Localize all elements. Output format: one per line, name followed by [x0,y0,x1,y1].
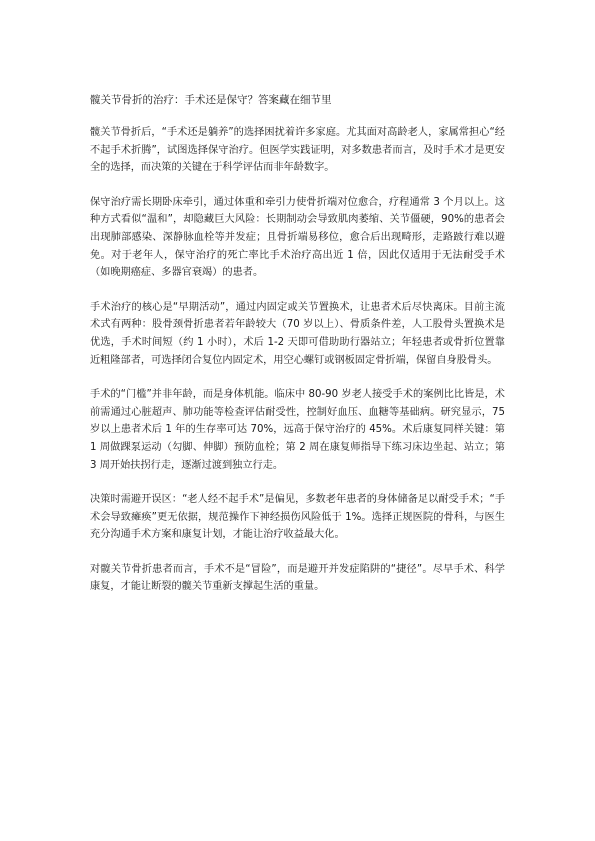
paragraph-misconceptions: 决策时需避开误区：“老人经不起手术”是偏见，多数老年患者的身体储备足以耐受手术；“手术会导致瘫痪”更无依据，规范操作下神经损伤风险低于 1%。选择正规医院的骨科，与医生充分沟通手术方案和康复计划，才能让治疗收益最大化。 [90,494,505,541]
article-title: 髋关节骨折的治疗：手术还是保守？答案藏在细节里 [90,94,332,106]
paragraph-conclusion: 对髋关节骨折患者而言，手术不是“冒险”，而是避开并发症陷阱的“捷径”。尽早手术、科学康复，才能让断裂的髋关节重新支撑起生活的重量。 [90,563,505,593]
paragraph-surgery-threshold: 手术的“门槛”并非年龄，而是身体机能。临床中 80-90 岁老人接受手术的案例比比皆是，术前需通过心脏超声、肺功能等检查评估耐受性，控制好血压、血糖等基础病。研究显示，75 岁以上患者术后 1 年的生存率可达 70%，远高于保守治疗的 45%。术后康复同样关键：第 1 周做踝泵运动（勾脚、伸脚）预防血栓；第 2 周在康复师指导下练习床边坐起、站立；第 3 周开始扶拐行走，逐渐过渡到独立行走。 [90,389,505,471]
document-page [90,92,505,613]
paragraph-conservative-treatment: 保守治疗需长期卧床牵引，通过体重和牵引力使骨折端对位愈合，疗程通常 3 个月以上。这种方式看似“温和”，却隐藏巨大风险：长期制动会导致肌肉萎缩、关节僵硬，90%的患者会出现肺部感染、深静脉血栓等并发症；且骨折端易移位，愈合后出现畸形，走路跛行难以避免。对于老年人，保守治疗的死亡率比手术治疗高出近 1 倍，因此仅适用于无法耐受手术（如晚期癌症、多器官衰竭）的患者。 [90,196,505,279]
paragraph-surgical-treatment: 手术治疗的核心是“早期活动”，通过内固定或关节置换术，让患者术后尽快离床。目前主流术式有两种：股骨颈骨折患者若年龄较大（70 岁以上）、骨质条件差，人工股骨头置换术是优选，手术时间短（约 1 小时），术后 1-2 天即可借助助行器站立；年轻患者或骨折位置靠近粗隆部者，可选择闭合复位内固定术，用空心螺钉或钢板固定骨折端，保留自身股骨头。 [90,301,505,366]
paragraph-intro: 髋关节骨折后，“手术还是躺养”的选择困扰着许多家庭。尤其面对高龄老人，家属常担心“经不起手术折腾”，试图选择保守治疗。但医学实践证明，对多数患者而言，及时手术才是更安全的选择，而决策的关键在于科学评估而非年龄数字。 [90,127,505,174]
